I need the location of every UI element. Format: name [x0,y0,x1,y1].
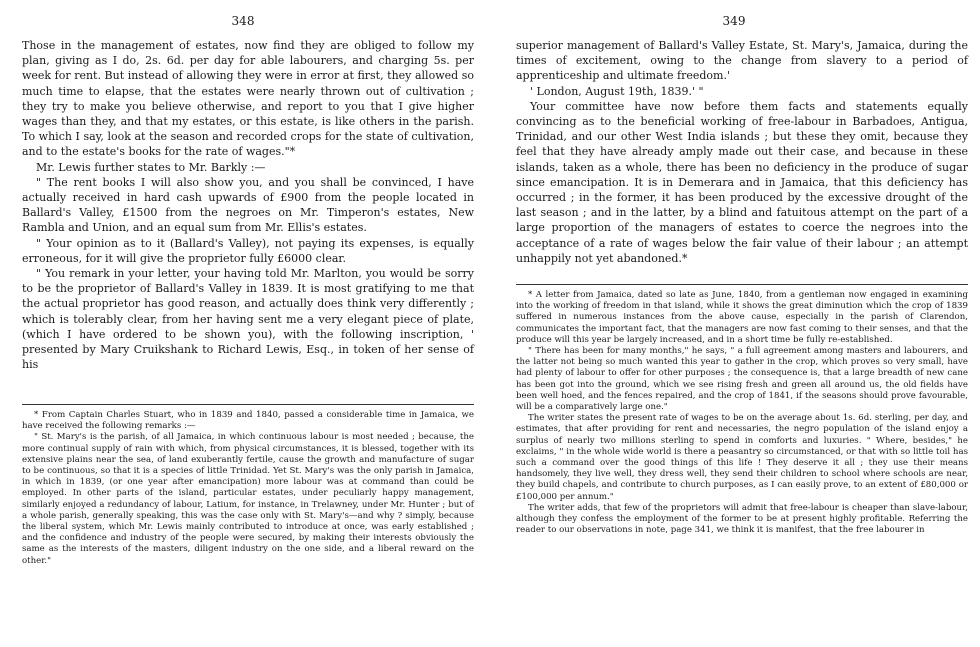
main-text [516,38,968,266]
paragraph: ' London, August 19th, 1839.' " [530,84,704,98]
paragraph: " You remark in your letter, your having told Mr. Marlton, you would be sorry to be the proprietor of Ballard's Valley in 1839. It is most gratifying to me that the actual proprietor has good reason, and actually does think very differently ; which is tolerably clear, from her having sent me a very elegant piece of plate, (which I have ordered to be shown you), with the following inscription, ' presented by Mary Cruikshank to Richard Lewis, Esq., in token of her sense of his [22,267,474,372]
footnote: The writer adds, that few of the proprietors will admit that free-labour is cheaper than slave-labour, although they confess the employment of the former to be at present highly profitable. Referring the reader to our observations in note, page 341, we think it is manifest, that the free labourer in [516,502,968,536]
footnote: The writer states the present rate of wages to be on the average about 1s. 6d. sterling, per day, and estimates, that after providing for rent and necessaries, the negro population of the island enjoy a surplus of nearly two millions sterling to spend in comforts and luxuries. " Where, besides," he exclaims, " in the whole wide world is there a peasantry so circumstanced, or that with so little toil has such a command over the good things of this life ! They deserve it all ; they use their means handsomely, they live well, they dress well, they send their children to school where schools are near, they build chapels, and contribute to church purposes, as I can easily prove, to an extent of £80,000 or £100,000 per annum." [516,413,968,502]
footnote: * From Captain Charles Stuart, who in 1839 and 1840, passed a considerable time in Jamaica, we have received the following remarks :— [22,410,474,432]
paragraph: " Your opinion as to it (Ballard's Valley), not paying its expenses, is equally erroneous, for it will give the proprietor fully £6000 clear. [22,236,474,265]
footnote: " St. Mary's is the parish, of all Jamaica, in which continuous labour is most needed ; because, the more continual supply of rain with which, from physical circumstances, it is blessed, together with its extensive plains near the sea, of land exuberantly fertile, cause the growth and manufacture of sugar to be continuous, so that it is a species of little Trinidad. Yet St. Mary's was the only parish in Jamaica, in which in 1839, (or one year after emancipation) more labour was at command than could be employed. In other parts of the island, particular estates, under peculiarly happy management, similarly enjoyed a redundancy of labour, Latium, for instance, in Trelawney, under Mr. Hunter ; but of a whole parish, generally speaking, this was the case only with St. Mary's—and why ? simply, because the liberal system, which Mr. Lewis mainly contributed to introduce at once, was early established ; and the confidence and industry of the people were secured, by making their interests obviously the same as the interests of the masters, diligent industry on the one side, and a liberal reward on the other." [22,432,474,566]
footnotes [516,290,968,536]
footnotes [22,410,474,567]
footnote-rule [516,284,968,285]
left-page [0,0,486,647]
footnote: * A letter from Jamaica, dated so late as June, 1840, from a gentleman now engaged in examining into the working of freedom in that island, while it shows the great diminution which the crop of 1839 suffered in numerous instances from the above cause, especially in the parish of Clarendon, communicates the important fact, that the managers are now fast coming to their senses, and that the produce will this year be largely increased, and in a short time be fully re-established. [516,290,968,345]
right-page [490,0,978,647]
page-number: 348 [231,14,255,28]
paragraph: Your committee have now before them facts and statements equally convincing as to the beneficial working of free-labour in Barbadoes, Antigua, Trinidad, and our other West India islands ; but these they omit, because they feel that they have already amply made out their case, and because in these islands, taken as a whole, there has been no deficiency in the produce of sugar since emancipation. It is in Demerara and in Jamaica, that this deficiency has occurred ; in the former, it has been produced by the excessive drought of the last season ; and in the latter, by a blind and fatuitous attempt on the part of a large proportion of the managers of estates to coerce the negroes into the acceptance of a rate of wages below the fair value of their labour ; an attempt unhappily not yet abandoned.* [516,99,968,265]
paragraph: " The rent books I will also show you, and you shall be convinced, I have actually received in hard cash upwards of £900 from the people located in Ballard's Valley, £1500 from the negroes on Mr. Timperon's estates, New Rambla and Union, and an equal sum from Mr. Ellis's estates. [22,175,474,235]
footnote-rule [22,404,474,405]
paragraph: Mr. Lewis further states to Mr. Barkly :— [36,160,266,174]
footnote: " There has been for many months," he says, " a full agreement among masters and labourers, and the latter not being so much wanted this year to gather in the crop, which proves so very small, have had plenty of labour to offer for other purposes ; the consequence is, that a large breadth of new cane has been got into the ground, which we see rising fresh and green all around us, the old fields have been well hoed, and the fences repaired, and the crop of 1841, if the seasons should prove favourable, will be a comparatively large one." [516,346,968,413]
paragraph: Those in the management of estates, now find they are obliged to follow my plan, giving as I do, 2s. 6d. per day for able labourers, and charging 5s. per week for rent. But instead of allowing they were in error at first, they allowed so much time to elapse, that the estates were nearly thrown out of cultivation ; they try to make you believe otherwise, and report to you that I give higher wages than they, and that my estates, or this estate, is like others in the parish. To which I say, look at the season and recorded crops for the state of cultivation, and to the estate's books for the rate of wages."* [22,39,474,159]
page-number: 349 [722,14,746,28]
main-text [22,38,474,372]
paragraph: superior management of Ballard's Valley Estate, St. Mary's, Jamaica, during the times of excitement, owing to the change from slavery to a period of apprenticeship and ultimate freedom.' [516,39,968,83]
